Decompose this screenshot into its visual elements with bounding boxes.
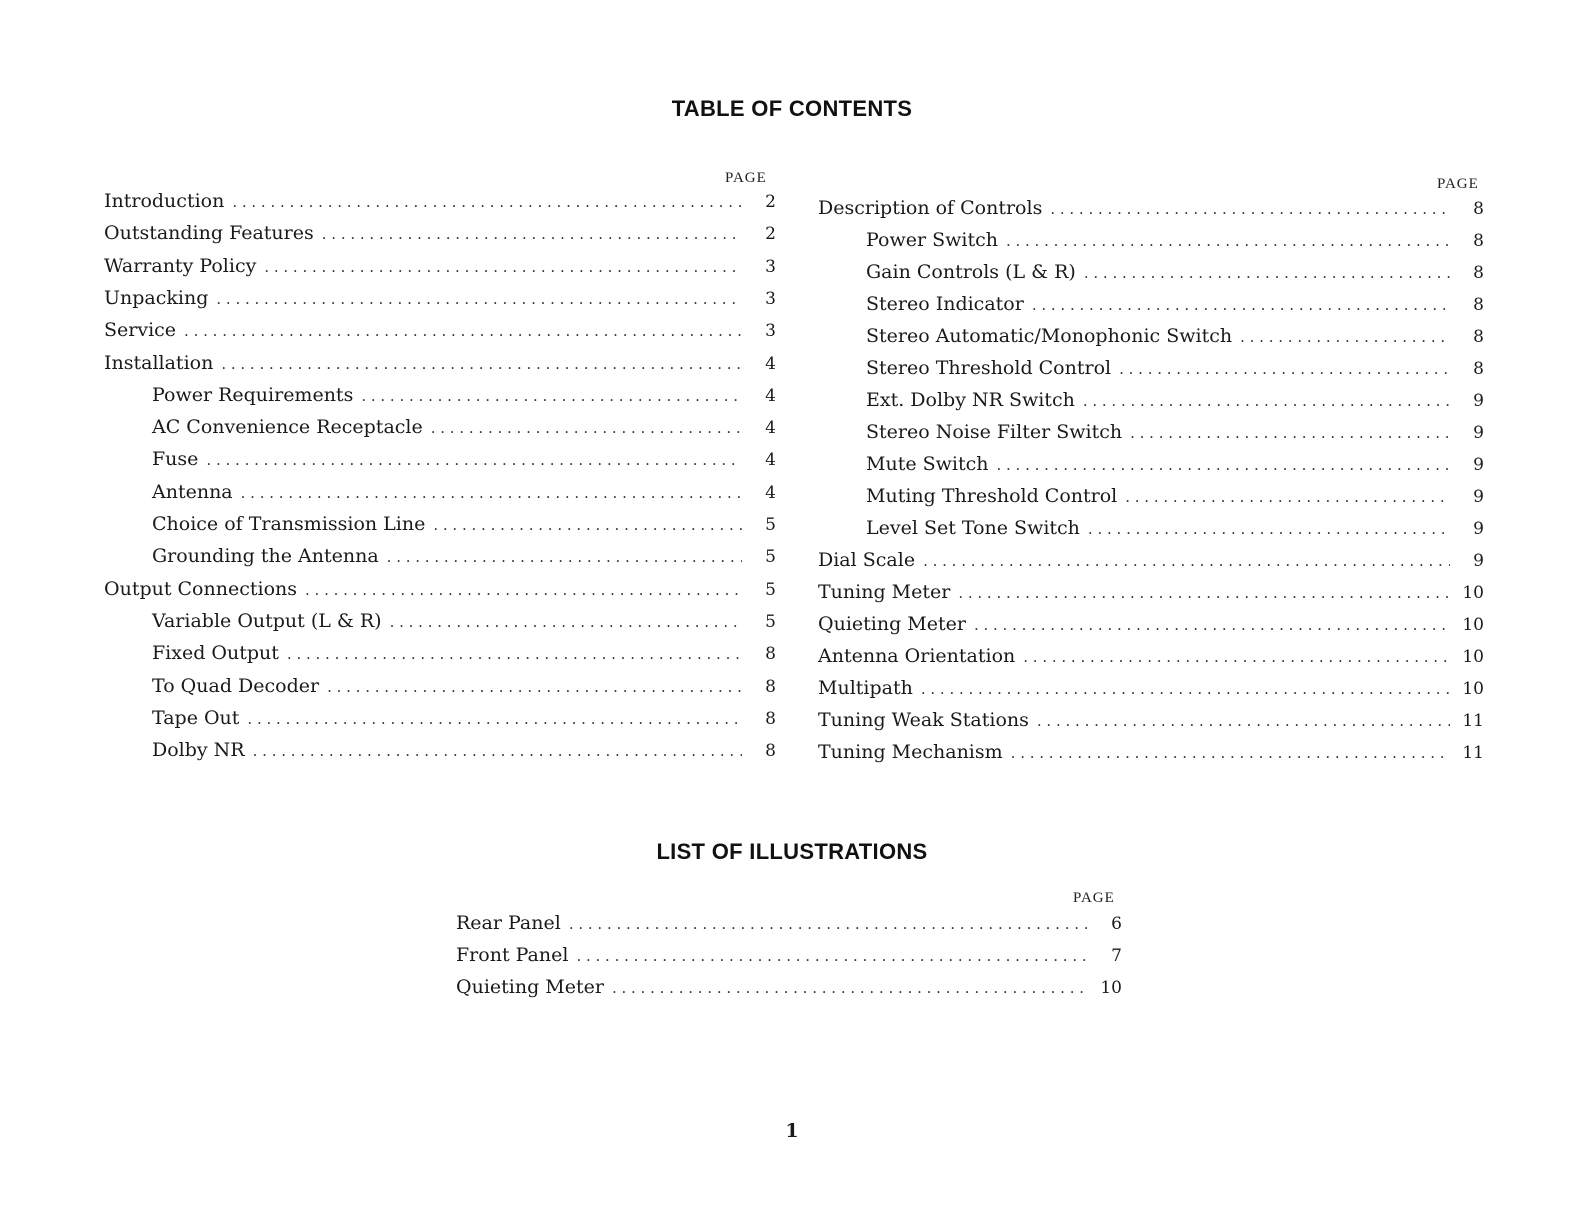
entry-title: Grounding the Antenna xyxy=(152,545,379,568)
entry-title: Output Connections xyxy=(104,577,297,600)
toc-entry xyxy=(104,739,776,767)
toc-right-column xyxy=(818,197,1484,773)
entry-title: Rear Panel xyxy=(456,912,561,934)
dot-leader xyxy=(206,451,742,469)
toc-entry xyxy=(104,352,776,380)
entry-page-number: 10 xyxy=(1100,978,1122,998)
entry-page-number: 8 xyxy=(765,708,776,729)
toc-entry xyxy=(104,545,776,573)
toc-entry xyxy=(104,578,776,606)
entry-title: Stereo Noise Filter Switch xyxy=(866,421,1123,443)
dot-leader xyxy=(1011,744,1450,762)
entry-title: Choice of Transmission Line xyxy=(152,513,426,535)
entry-title: Installation xyxy=(104,351,214,374)
entry-page-number: 11 xyxy=(1462,711,1484,731)
toc-entry xyxy=(818,453,1484,481)
entry-page-number: 8 xyxy=(1473,359,1484,379)
dot-leader xyxy=(264,258,742,276)
dot-leader xyxy=(287,645,742,663)
toc-entry xyxy=(818,229,1484,257)
entry-page-number: 4 xyxy=(765,482,776,503)
dot-leader xyxy=(996,456,1450,474)
entry-title: Warranty Policy xyxy=(104,254,257,277)
dot-leader xyxy=(1088,520,1450,538)
entry-page-number: 4 xyxy=(765,385,776,406)
entry-page-number: 10 xyxy=(1462,679,1484,699)
entry-page-number: 8 xyxy=(765,741,776,762)
entry-page-number: 8 xyxy=(765,676,776,697)
toc-left-page-label: PAGE xyxy=(725,170,767,186)
entry-page-number: 5 xyxy=(765,515,776,535)
entry-page-number: 9 xyxy=(1473,487,1484,507)
toc-entry xyxy=(104,513,776,541)
entry-title: Tuning Weak Stations xyxy=(818,709,1029,731)
page-number: 1 xyxy=(785,1120,799,1142)
entry-page-number: 3 xyxy=(765,321,776,342)
dot-leader xyxy=(184,322,742,340)
toc-entry xyxy=(818,485,1484,513)
entry-title: Dolby NR xyxy=(152,739,245,762)
toc-entry xyxy=(104,287,776,315)
dot-leader xyxy=(1037,712,1450,730)
dot-leader xyxy=(921,680,1450,698)
dot-leader xyxy=(431,419,742,437)
entry-title: Introduction xyxy=(104,190,225,212)
toc-entry xyxy=(456,912,1122,940)
toc-entry xyxy=(818,293,1484,321)
dot-leader xyxy=(1083,392,1450,410)
entry-page-number: 5 xyxy=(765,611,776,632)
entry-page-number: 8 xyxy=(1473,199,1484,219)
dot-leader xyxy=(433,516,742,534)
entry-page-number: 10 xyxy=(1462,615,1484,635)
toc-entry xyxy=(104,255,776,283)
toc-entry xyxy=(818,549,1484,577)
entry-page-number: 4 xyxy=(765,450,776,471)
entry-page-number: 8 xyxy=(765,644,776,665)
dot-leader xyxy=(390,613,742,631)
entry-title: AC Convenience Receptacle xyxy=(152,416,423,439)
entry-title: Unpacking xyxy=(104,286,209,309)
entry-page-number: 11 xyxy=(1462,743,1484,763)
entry-title: Power Requirements xyxy=(152,383,354,406)
entry-page-number: 5 xyxy=(765,547,776,568)
dot-leader xyxy=(1130,424,1450,442)
entry-page-number: 3 xyxy=(765,256,776,277)
dot-leader xyxy=(1023,648,1450,666)
entry-page-number: 8 xyxy=(1473,295,1484,315)
dot-leader xyxy=(974,616,1450,634)
toc-entry xyxy=(456,976,1122,1004)
entry-title: Stereo Threshold Control xyxy=(866,357,1112,379)
entry-title: Mute Switch xyxy=(866,453,989,475)
toc-entry xyxy=(104,222,776,250)
entry-title: Tuning Mechanism xyxy=(818,741,1003,763)
toc-entry xyxy=(818,709,1484,737)
toc-entry xyxy=(104,481,776,509)
toc-entry xyxy=(818,357,1484,385)
entry-title: Power Switch xyxy=(866,229,998,251)
toc-entry xyxy=(818,581,1484,609)
illustrations-page-label: PAGE xyxy=(1073,890,1115,906)
entry-title: Gain Controls (L & R) xyxy=(866,261,1076,283)
illustrations-title: LIST OF ILLUSTRATIONS xyxy=(656,839,928,864)
entry-title: Fuse xyxy=(152,448,199,471)
dot-leader xyxy=(216,290,742,308)
dot-leader xyxy=(958,584,1450,602)
dot-leader xyxy=(569,915,1088,933)
entry-page-number: 10 xyxy=(1462,647,1484,667)
entry-title: Quieting Meter xyxy=(818,613,966,635)
entry-page-number: 2 xyxy=(765,192,776,212)
entry-page-number: 9 xyxy=(1473,455,1484,475)
entry-title: Tuning Meter xyxy=(818,581,951,603)
toc-entry xyxy=(818,325,1484,353)
toc-entry xyxy=(818,741,1484,769)
toc-right-page-label: PAGE xyxy=(1437,176,1479,192)
dot-leader xyxy=(221,355,742,373)
dot-leader xyxy=(576,947,1088,965)
entry-title: Outstanding Features xyxy=(104,222,314,245)
entry-page-number: 4 xyxy=(765,418,776,439)
entry-page-number: 5 xyxy=(765,579,776,600)
toc-left-column xyxy=(104,190,776,766)
entry-title: Stereo Indicator xyxy=(866,293,1024,315)
dot-leader xyxy=(387,548,742,566)
dot-leader xyxy=(247,710,742,728)
entry-page-number: 2 xyxy=(765,224,776,245)
toc-entry xyxy=(104,416,776,444)
dot-leader xyxy=(241,484,742,502)
entry-title: Quieting Meter xyxy=(456,976,604,998)
entry-title: Front Panel xyxy=(456,944,569,966)
entry-page-number: 3 xyxy=(765,288,776,309)
entry-page-number: 4 xyxy=(765,353,776,374)
dot-leader xyxy=(1050,200,1450,218)
dot-leader xyxy=(1032,296,1450,314)
entry-title: Ext. Dolby NR Switch xyxy=(866,389,1075,411)
entry-title: Service xyxy=(104,319,177,342)
entry-title: Antenna Orientation xyxy=(818,645,1016,667)
entry-title: Level Set Tone Switch xyxy=(866,517,1080,539)
entry-page-number: 6 xyxy=(1111,914,1122,934)
entry-title: Muting Threshold Control xyxy=(866,485,1118,507)
entry-title: Variable Output (L & R) xyxy=(152,609,382,632)
entry-page-number: 8 xyxy=(1473,263,1484,283)
dot-leader xyxy=(1240,328,1450,346)
toc-entry xyxy=(456,944,1122,972)
toc-entry xyxy=(104,190,776,218)
toc-entry xyxy=(818,197,1484,225)
dot-leader xyxy=(327,678,742,696)
toc-entry xyxy=(104,675,776,703)
entry-title: Tape Out xyxy=(152,706,240,729)
toc-entry xyxy=(818,645,1484,673)
dot-leader xyxy=(322,225,742,243)
toc-entry xyxy=(818,389,1484,417)
entry-title: Antenna xyxy=(152,480,233,503)
entry-title: Stereo Automatic/Monophonic Switch xyxy=(866,325,1233,347)
toc-entry xyxy=(818,421,1484,449)
illustrations-list xyxy=(456,912,1122,1008)
dot-leader xyxy=(1084,264,1450,282)
toc-entry xyxy=(104,642,776,670)
entry-page-number: 8 xyxy=(1473,231,1484,251)
toc-entry xyxy=(818,261,1484,289)
toc-entry xyxy=(104,610,776,638)
entry-page-number: 10 xyxy=(1462,583,1484,603)
toc-entry xyxy=(104,319,776,347)
toc-title: TABLE OF CONTENTS xyxy=(671,96,913,121)
toc-entry xyxy=(104,448,776,476)
dot-leader xyxy=(305,581,742,599)
toc-entry xyxy=(818,517,1484,545)
entry-page-number: 9 xyxy=(1473,519,1484,539)
entry-title: To Quad Decoder xyxy=(152,674,320,697)
dot-leader xyxy=(612,979,1088,997)
toc-entry xyxy=(104,707,776,735)
entry-title: Dial Scale xyxy=(818,549,916,571)
dot-leader xyxy=(1119,360,1450,378)
entry-title: Multipath xyxy=(818,677,913,699)
entry-page-number: 8 xyxy=(1473,327,1484,347)
toc-entry xyxy=(818,677,1484,705)
entry-page-number: 9 xyxy=(1473,391,1484,411)
entry-page-number: 7 xyxy=(1111,946,1122,966)
toc-entry xyxy=(104,384,776,412)
entry-page-number: 9 xyxy=(1473,423,1484,443)
entry-title: Description of Controls xyxy=(818,197,1043,219)
toc-entry xyxy=(818,613,1484,641)
dot-leader xyxy=(923,552,1450,570)
dot-leader xyxy=(361,387,742,405)
dot-leader xyxy=(253,742,742,760)
entry-title: Fixed Output xyxy=(152,642,279,665)
dot-leader xyxy=(1006,232,1450,250)
dot-leader xyxy=(232,193,742,211)
entry-page-number: 9 xyxy=(1473,551,1484,571)
dot-leader xyxy=(1125,488,1450,506)
